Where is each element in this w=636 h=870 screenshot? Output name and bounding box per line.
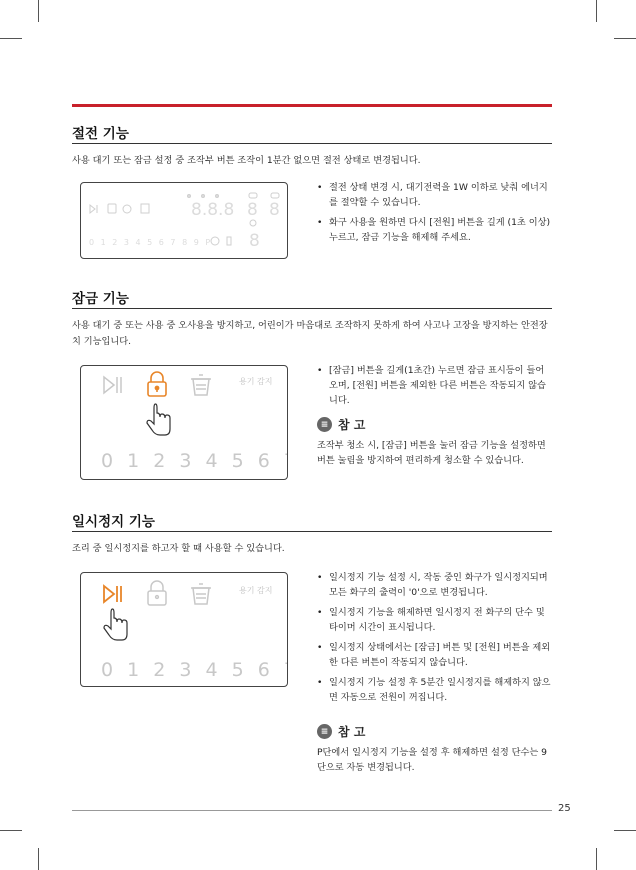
crop-mark <box>596 848 597 870</box>
note-icon: ≡ <box>317 724 332 739</box>
display-main: 8.8.8 <box>191 200 235 220</box>
note-header <box>317 723 365 740</box>
section-title-lock: 잠금 기능 <box>72 291 129 307</box>
pause-icon <box>104 377 114 393</box>
sensor-label: 용기 감지 <box>239 377 273 386</box>
crop-mark <box>0 830 22 831</box>
bullet-item: • [잠금] 버튼을 길게(1초간) 누르면 잠금 표시등이 들어오며, [전원] 버튼을 제외한 다른 버튼은 작동되지 않습니다. <box>316 363 552 408</box>
header-accent-rule <box>72 104 552 107</box>
bullet-list <box>316 180 552 250</box>
bullet-item: • 일시정지 기능 설정 후 5분간 일시정지를 해제하지 않으면 자동으로 전원이 꺼집니다. <box>316 675 552 705</box>
lock-panel-image <box>80 365 288 480</box>
crop-mark <box>596 0 597 22</box>
pause-icon <box>104 586 121 602</box>
section-intro: 사용 대기 중 또는 사용 중 오사용을 방지하고, 어린이가 마음대로 조작하지 못하게 하여 사고나 고장을 방지하는 안전장치 기능입니다. <box>72 320 548 347</box>
footer-rule <box>72 810 552 811</box>
note-title: 참 고 <box>338 418 366 432</box>
section-intro: 조리 중 일시정지를 하고자 할 때 사용할 수 있습니다. <box>72 543 285 554</box>
bullet-list <box>316 363 552 413</box>
crop-mark <box>38 0 39 22</box>
page-number: 25 <box>558 803 571 814</box>
note-header <box>317 416 365 433</box>
note-title: 참 고 <box>338 725 366 739</box>
section-intro: 사용 대기 또는 잠금 설정 중 조작부 버튼 조작이 1분간 없으면 절전 상태로 변경됩니다. <box>72 155 421 166</box>
display-right-2: 8 <box>269 200 280 220</box>
pause-panel-graphic <box>81 573 287 686</box>
bullet-item: • 일시정지 기능 설정 시, 작동 중인 화구가 일시정지되며 모든 화구의 출력이 '0'으로 변경됩니다. <box>316 570 552 600</box>
power-level-numbers: 0 1 2 3 4 5 6 7 <box>101 450 287 472</box>
note-icon: ≡ <box>317 417 332 432</box>
crop-mark <box>38 848 39 870</box>
section-rule <box>72 143 552 144</box>
hand-pointer-icon <box>147 404 170 435</box>
bullet-item: • 절전 상태 변경 시, 대기전력을 1W 이하로 낮춰 에너지를 절약할 수 있습니다. <box>316 180 552 210</box>
section-rule <box>72 531 552 532</box>
hand-pointer-icon <box>104 609 127 640</box>
pot-icon <box>191 584 211 604</box>
crop-mark <box>614 830 636 831</box>
section-title-pause: 일시정지 기능 <box>72 514 155 530</box>
section-rule <box>72 308 552 309</box>
note-text: 조작부 청소 시, [잠금] 버튼을 눌러 잠금 기능을 설정하면 버튼 눌림을 방지하여 편리하게 청소할 수 있습니다. <box>317 440 546 466</box>
pause-panel-image <box>80 572 288 687</box>
lock-icon <box>148 581 166 605</box>
power-level-numbers: 0 1 2 3 4 5 6 7 <box>101 659 287 681</box>
sensor-label: 용기 감지 <box>239 586 273 595</box>
control-panel-graphic <box>81 183 287 258</box>
lock-icon <box>148 372 166 396</box>
section-title-power-save: 절전 기능 <box>72 126 129 142</box>
display-right-1: 8 <box>247 200 258 220</box>
bullet-item: • 화구 사용을 원하면 다시 [전원] 버튼을 길게 (1초 이상) 누르고, 잠금 기능을 해제해 주세요. <box>316 215 552 245</box>
lock-panel-graphic <box>81 366 287 479</box>
control-panel-image <box>80 182 288 259</box>
crop-mark <box>614 38 636 39</box>
pot-icon <box>191 375 211 395</box>
bullet-item: • 일시정지 기능을 해제하면 일시정지 전 화구의 단수 및 타이머 시간이 표시됩니다. <box>316 605 552 635</box>
power-level-numbers: 0 1 2 3 4 5 6 7 8 9 P <box>89 238 213 247</box>
bullet-item: • 일시정지 상태에서는 [잠금] 버튼 및 [전원] 버튼을 제외한 다른 버튼이 작동되지 않습니다. <box>316 640 552 670</box>
crop-mark <box>0 38 22 39</box>
bullet-list <box>316 570 552 710</box>
display-right-3: 8 <box>249 231 260 251</box>
note-text: P단에서 일시정지 기능을 설정 후 해제하면 설정 단수는 9단으로 자동 변경됩니다. <box>317 747 548 773</box>
